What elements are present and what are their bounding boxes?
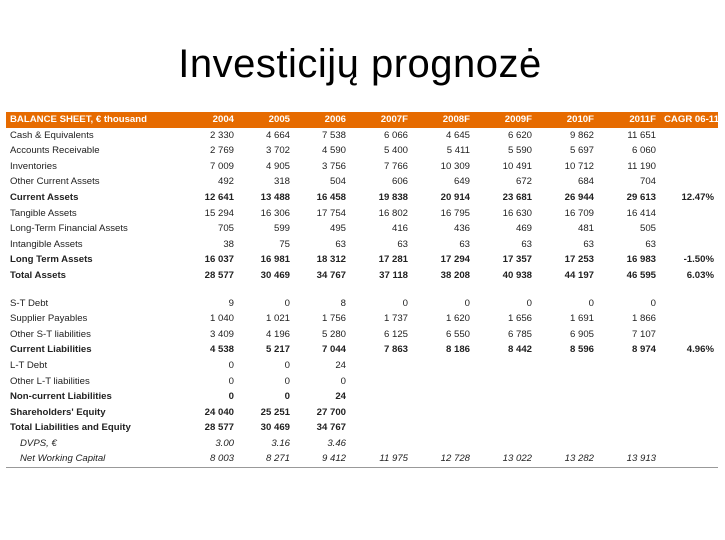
table-cell: [474, 284, 536, 296]
table-cell: [598, 358, 660, 374]
row-label: Long-Term Financial Assets: [10, 223, 128, 235]
table-cell: 8 596: [569, 344, 594, 356]
table-cell: [182, 284, 238, 296]
table-cell: 0: [228, 359, 234, 371]
table-row: [6, 221, 718, 237]
table-row: [6, 296, 718, 312]
table-cell: 8 442: [507, 344, 532, 356]
table-cell: 606: [391, 176, 408, 188]
table-header-cell: 2006: [294, 112, 350, 128]
table-cell: 16 306: [260, 207, 290, 219]
table-cell: 40 938: [502, 269, 532, 281]
table-cell: 9 412: [294, 451, 350, 467]
table-cell: 8 271: [238, 451, 294, 467]
table-cell: 75: [279, 238, 290, 250]
table-cell: [536, 358, 598, 374]
row-label: Net Working Capital: [6, 451, 182, 467]
table-cell: 23 681: [502, 191, 532, 203]
table-row: [6, 420, 718, 436]
table-cell: 4 538: [209, 344, 234, 356]
table-cell: 13 282: [536, 451, 598, 467]
table-cell: [536, 284, 598, 296]
table-row: [6, 174, 718, 190]
table-cell: [660, 174, 718, 190]
table-row: [6, 268, 718, 284]
table-cell: 4 196: [265, 328, 290, 340]
table-cell: 11 975: [350, 451, 412, 467]
table-cell: [412, 405, 474, 421]
table-cell: 6 550: [445, 328, 470, 340]
table-cell: 30 469: [260, 422, 290, 434]
table-cell: [350, 420, 412, 436]
table-cell: 0: [588, 297, 594, 309]
table-cell: [660, 128, 718, 144]
table-cell: 10 491: [502, 160, 532, 172]
table-cell: 12 728: [412, 451, 474, 467]
table-cell: 63: [645, 238, 656, 250]
table-cell: 2 769: [209, 145, 234, 157]
table-cell: 30 469: [260, 269, 290, 281]
table-cell: 0: [650, 297, 656, 309]
table-cell: 34 767: [316, 422, 346, 434]
table-cell: [660, 221, 718, 237]
table-cell: 416: [391, 223, 408, 235]
table-row: [6, 389, 718, 405]
table-cell: [598, 420, 660, 436]
table-cell: [238, 284, 294, 296]
row-label: Total Assets: [10, 269, 66, 281]
table-cell: 6.03%: [686, 269, 714, 281]
table-cell: [474, 358, 536, 374]
table-header-cell: 2004: [182, 112, 238, 128]
table-header-row: [6, 112, 718, 128]
table-cell: [412, 389, 474, 405]
table-cell: 6 785: [507, 328, 532, 340]
table-cell: [536, 405, 598, 421]
table-row: [6, 358, 718, 374]
row-label: Other L-T liabilities: [10, 375, 90, 387]
table-cell: 24: [335, 359, 346, 371]
table-cell: 7 766: [383, 160, 408, 172]
table-cell: 0: [228, 375, 234, 387]
table-cell: 0: [464, 297, 470, 309]
table-cell: 318: [273, 176, 290, 188]
table-cell: [294, 284, 350, 296]
row-label: DVPS, €: [20, 437, 57, 449]
table-cell: 5 411: [446, 145, 470, 157]
table-header-cell: 2005: [238, 112, 294, 128]
table-cell: 0: [402, 297, 408, 309]
table-cell: 704: [639, 176, 656, 188]
table-cell: [598, 374, 660, 390]
table-cell: [536, 436, 598, 452]
table-cell: 16 709: [564, 207, 594, 219]
table-cell: 34 767: [316, 269, 346, 281]
table-cell: 4 664: [265, 129, 290, 141]
table-cell: 28 577: [204, 422, 234, 434]
table-cell: 4 645: [445, 129, 470, 141]
table-cell: 7 107: [631, 328, 656, 340]
table-cell: [598, 436, 660, 452]
table-cell: 16 630: [502, 207, 532, 219]
table-cell: [660, 405, 718, 421]
table-cell: 17 754: [316, 207, 346, 219]
table-cell: 4 590: [321, 145, 346, 157]
table-cell: [474, 436, 536, 452]
table-cell: 15 294: [204, 207, 234, 219]
table-cell: 17 357: [502, 254, 532, 266]
table-cell: 12 641: [204, 191, 234, 203]
table-cell: 0: [228, 391, 234, 403]
table-cell: 9: [228, 297, 234, 309]
table-cell: 672: [515, 176, 532, 188]
table-cell: 29 613: [626, 191, 656, 203]
table-cell: 11 190: [627, 160, 656, 172]
table-cell: 7 009: [209, 160, 234, 172]
table-cell: [536, 420, 598, 436]
table-row: [6, 436, 718, 452]
table-cell: [660, 374, 718, 390]
row-label: [6, 284, 182, 296]
table-cell: [350, 389, 412, 405]
table-cell: 17 294: [440, 254, 470, 266]
table-cell: [536, 374, 598, 390]
table-row: [6, 159, 718, 175]
table-cell: [660, 284, 718, 296]
table-cell: 44 197: [564, 269, 594, 281]
row-label: Accounts Receivable: [10, 145, 100, 157]
table-cell: 28 577: [204, 269, 234, 281]
row-label: Intangible Assets: [10, 238, 83, 250]
table-cell: 16 414: [626, 207, 656, 219]
table-cell: [660, 436, 718, 452]
table-row: [6, 327, 718, 343]
table-row: [6, 284, 718, 296]
table-cell: 10 712: [564, 160, 594, 172]
table-cell: 1 737: [383, 313, 408, 325]
table-cell: 5 697: [569, 145, 594, 157]
table-header-cell: 2010F: [536, 112, 598, 128]
row-label: Total Liabilities and Equity: [10, 422, 131, 434]
table-cell: 5 217: [265, 344, 290, 356]
table-cell: 63: [335, 238, 346, 250]
row-label: Non-current Liabilities: [10, 391, 112, 403]
table-row: [6, 237, 718, 253]
table-row: [6, 405, 718, 421]
table-row: [6, 128, 718, 144]
table-cell: 0: [526, 297, 532, 309]
table-cell: 0: [284, 359, 290, 371]
table-cell: [660, 451, 718, 467]
table-cell: 9 862: [569, 129, 594, 141]
table-cell: 8 974: [631, 344, 656, 356]
table-cell: 649: [453, 176, 470, 188]
table-cell: 19 838: [378, 191, 408, 203]
table-cell: 37 118: [379, 269, 408, 281]
table-row: [6, 190, 718, 206]
table-cell: [660, 358, 718, 374]
table-cell: [412, 358, 474, 374]
row-label: Cash & Equivalents: [10, 129, 94, 141]
table-cell: 16 983: [626, 254, 656, 266]
table-cell: 4 905: [265, 160, 290, 172]
table-cell: 599: [273, 223, 290, 235]
table-cell: [660, 327, 718, 343]
table-cell: 18 312: [316, 254, 346, 266]
row-label: Shareholders' Equity: [10, 406, 106, 418]
table-cell: [350, 358, 412, 374]
table-cell: [660, 420, 718, 436]
table-cell: 16 458: [316, 191, 346, 203]
table-cell: 3.46: [327, 437, 346, 449]
table-header-label: BALANCE SHEET, € thousand: [6, 112, 182, 128]
row-label: Other Current Assets: [10, 176, 100, 188]
table-cell: 24 040: [204, 406, 234, 418]
table-cell: [350, 284, 412, 296]
balance-sheet-table: [6, 112, 725, 468]
table-cell: 27 700: [316, 406, 346, 418]
table-cell: 7 863: [383, 344, 408, 356]
table-cell: 6 620: [507, 129, 532, 141]
table-cell: 1 691: [569, 313, 594, 325]
table-cell: [660, 159, 718, 175]
table-row: [6, 311, 718, 327]
table-cell: [660, 389, 718, 405]
table-row: [6, 252, 718, 268]
table-cell: 16 795: [440, 207, 470, 219]
table-cell: 17 253: [564, 254, 594, 266]
table-cell: 10 309: [440, 160, 470, 172]
row-label: L-T Debt: [10, 359, 48, 371]
table-cell: 16 802: [378, 207, 408, 219]
table-cell: 469: [515, 223, 532, 235]
table-cell: 6 125: [383, 328, 408, 340]
table-cell: [412, 374, 474, 390]
table-cell: 7 538: [321, 129, 346, 141]
table-cell: [536, 389, 598, 405]
table-cell: 63: [583, 238, 594, 250]
table-cell: 0: [284, 375, 290, 387]
table-row: [6, 451, 718, 467]
table-cell: 436: [453, 223, 470, 235]
table-cell: 3 702: [265, 145, 290, 157]
row-label: Current Liabilities: [10, 344, 92, 356]
table-row: [6, 374, 718, 390]
table-cell: 13 022: [474, 451, 536, 467]
table-cell: 12.47%: [681, 191, 714, 203]
table-cell: [474, 374, 536, 390]
row-label: Supplier Payables: [10, 313, 88, 325]
table-cell: -1.50%: [683, 254, 714, 266]
table-cell: 505: [639, 223, 656, 235]
table-cell: [412, 436, 474, 452]
table-cell: 3.00: [215, 437, 234, 449]
table-cell: 495: [329, 223, 346, 235]
table-cell: 5 280: [321, 328, 346, 340]
table-cell: [660, 296, 718, 312]
table-cell: [598, 389, 660, 405]
table-cell: [660, 237, 718, 253]
table-cell: 3.16: [271, 437, 290, 449]
table-header-cell: CAGR 06-11F: [660, 112, 718, 128]
row-label: Inventories: [10, 160, 57, 172]
table-cell: 38 208: [440, 269, 470, 281]
table-cell: 63: [521, 238, 532, 250]
table-cell: [350, 374, 412, 390]
slide-title: Investicijų prognozė: [178, 42, 542, 86]
table-cell: 4.96%: [686, 344, 714, 356]
table-cell: 5 590: [507, 145, 532, 157]
table-cell: 24: [335, 391, 346, 403]
table-cell: [474, 420, 536, 436]
table-cell: [660, 143, 718, 159]
row-label: Other S-T liabilities: [10, 328, 91, 340]
table-cell: [598, 284, 660, 296]
table-cell: 1 866: [631, 313, 656, 325]
table-cell: [660, 311, 718, 327]
table-cell: [474, 389, 536, 405]
table-cell: [660, 206, 718, 222]
table-body: [6, 128, 718, 468]
table-cell: 684: [577, 176, 594, 188]
table-cell: [350, 436, 412, 452]
table-cell: 13 913: [598, 451, 660, 467]
table-row: [6, 143, 718, 159]
table-header-cell: 2007F: [350, 112, 412, 128]
table-cell: 5 400: [383, 145, 408, 157]
table-header-cell: 2011F: [598, 112, 660, 128]
table-cell: 38: [223, 238, 234, 250]
table-cell: 11 651: [627, 129, 656, 141]
table-cell: 0: [284, 297, 290, 309]
table-cell: 1 620: [445, 313, 470, 325]
table-cell: 26 944: [564, 191, 594, 203]
table-cell: 6 060: [631, 145, 656, 157]
row-label: S-T Debt: [10, 297, 49, 309]
table-cell: 1 040: [209, 313, 234, 325]
table-cell: 16 981: [260, 254, 290, 266]
table-cell: 3 756: [321, 160, 346, 172]
table-cell: 1 756: [321, 313, 346, 325]
table-cell: 0: [284, 391, 290, 403]
table-cell: [412, 284, 474, 296]
table-cell: 6 066: [383, 129, 408, 141]
table-header-cell: 2009F: [474, 112, 536, 128]
table-cell: 17 281: [378, 254, 408, 266]
table-cell: [350, 405, 412, 421]
table-cell: 8: [340, 297, 346, 309]
row-label: Current Assets: [10, 191, 79, 203]
table-cell: [474, 405, 536, 421]
table-cell: 8 003: [182, 451, 238, 467]
table-cell: 504: [329, 176, 346, 188]
table-cell: 481: [577, 223, 594, 235]
table-cell: 705: [217, 223, 234, 235]
table-cell: 7 044: [321, 344, 346, 356]
table-cell: 13 488: [260, 191, 290, 203]
table-cell: 46 595: [626, 269, 656, 281]
table-cell: 0: [340, 375, 346, 387]
table-cell: 63: [459, 238, 470, 250]
row-label: Tangible Assets: [10, 207, 77, 219]
table-cell: 2 330: [209, 129, 234, 141]
table-cell: 16 037: [204, 254, 234, 266]
table-cell: 492: [217, 176, 234, 188]
row-label: Long Term Assets: [10, 254, 93, 266]
table-cell: 63: [397, 238, 408, 250]
table-cell: 1 021: [265, 313, 290, 325]
table-cell: 8 186: [445, 344, 470, 356]
table-cell: 3 409: [209, 328, 234, 340]
table-cell: 1 656: [507, 313, 532, 325]
table-header-cell: 2008F: [412, 112, 474, 128]
table-cell: 20 914: [440, 191, 470, 203]
table-cell: 6 905: [569, 328, 594, 340]
table-row: [6, 342, 718, 358]
table-cell: [412, 420, 474, 436]
table-row: [6, 206, 718, 222]
table-cell: 25 251: [260, 406, 290, 418]
table-cell: [598, 405, 660, 421]
